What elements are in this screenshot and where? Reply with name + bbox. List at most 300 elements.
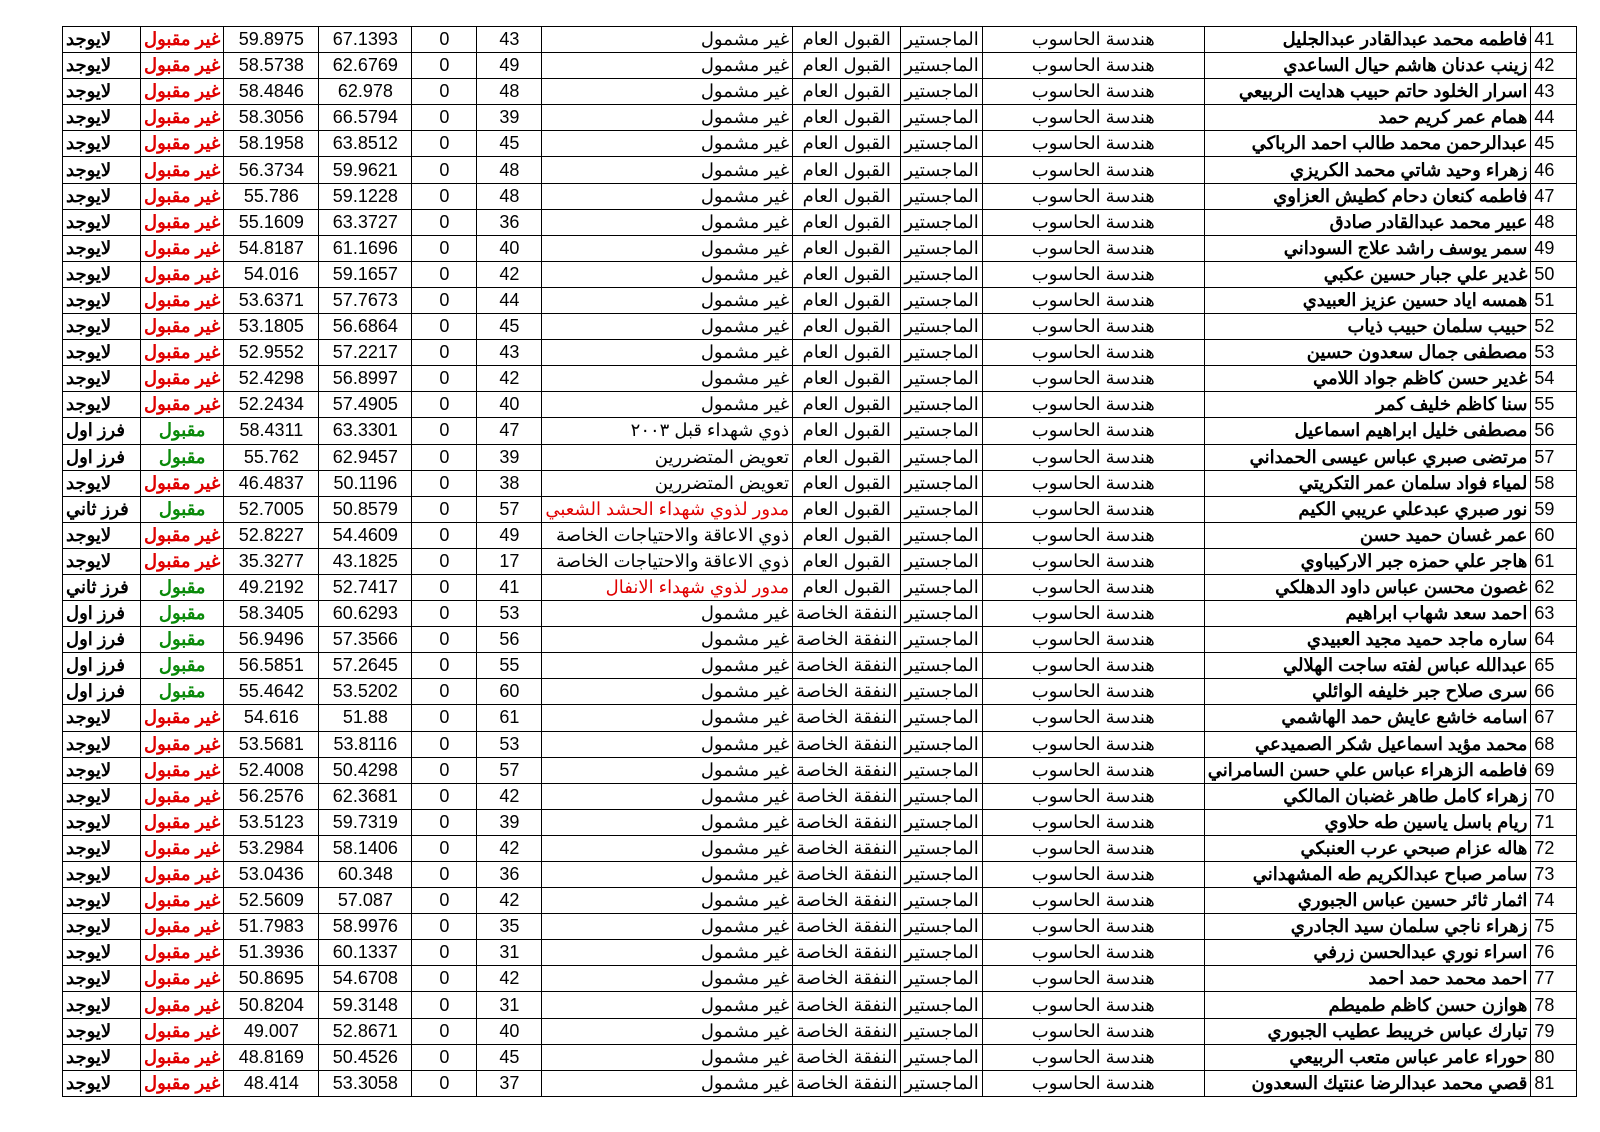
degree-cell: الماجستير [901,235,982,261]
table-row [63,862,1577,888]
exam-score-cell: 57 [477,757,542,783]
degree-cell: الماجستير [901,314,982,340]
degree-cell: الماجستير [901,470,982,496]
status-cell: غير مقبول [141,783,224,809]
student-name-cell: غدير علي جبار حسين عكبي [1204,261,1531,287]
allocation-cell: فرز اول [63,679,141,705]
row-number-cell: 61 [1531,548,1577,574]
student-name-cell: اثمار ثائر حسين عباس الجبوري [1204,888,1531,914]
table-row [63,53,1577,79]
deduction-cell: 0 [412,757,477,783]
total-score-cell: 63.8512 [319,131,412,157]
allocation-cell: لايوجد [63,209,141,235]
department-cell: هندسة الحاسوب [982,757,1204,783]
degree-cell: الماجستير [901,183,982,209]
allocation-cell: لايوجد [63,1044,141,1070]
row-number-cell: 42 [1531,53,1577,79]
exam-score-cell: 40 [477,392,542,418]
quota-cell: غير مشمول [542,1044,793,1070]
degree-cell: الماجستير [901,888,982,914]
quota-cell: غير مشمول [542,27,793,53]
quota-cell: غير مشمول [542,131,793,157]
final-average-cell: 54.016 [224,261,319,287]
allocation-cell: لايوجد [63,522,141,548]
status-cell: غير مقبول [141,235,224,261]
final-average-cell: 54.616 [224,705,319,731]
status-cell: مقبول [141,444,224,470]
channel-cell: القبول العام [793,522,901,548]
allocation-cell: فرز اول [63,444,141,470]
student-name-cell: حوراء عامر عباس متعب الربيعي [1204,1044,1531,1070]
department-cell: هندسة الحاسوب [982,157,1204,183]
exam-score-cell: 49 [477,522,542,548]
degree-cell: الماجستير [901,966,982,992]
channel-cell: القبول العام [793,261,901,287]
status-cell: غير مقبول [141,1018,224,1044]
row-number-cell: 71 [1531,809,1577,835]
student-name-cell: زينب عدنان هاشم حيال الساعدي [1204,53,1531,79]
total-score-cell: 59.1657 [319,261,412,287]
table-row [63,470,1577,496]
final-average-cell: 58.3405 [224,601,319,627]
total-score-cell: 59.9621 [319,157,412,183]
department-cell: هندسة الحاسوب [982,940,1204,966]
degree-cell: الماجستير [901,340,982,366]
table-row [63,914,1577,940]
quota-cell: غير مشمول [542,914,793,940]
status-cell: غير مقبول [141,131,224,157]
row-number-cell: 60 [1531,522,1577,548]
final-average-cell: 53.5123 [224,809,319,835]
student-name-cell: نور صبري عبدعلي عريبي الكيم [1204,496,1531,522]
table-row [63,940,1577,966]
deduction-cell: 0 [412,287,477,313]
degree-cell: الماجستير [901,366,982,392]
table-row [63,366,1577,392]
status-cell: غير مقبول [141,287,224,313]
quota-cell: غير مشمول [542,1070,793,1096]
final-average-cell: 53.1805 [224,314,319,340]
total-score-cell: 50.1196 [319,470,412,496]
quota-cell: ذوي شهداء قبل ٢٠٠٣ [542,418,793,444]
row-number-cell: 75 [1531,914,1577,940]
exam-score-cell: 42 [477,783,542,809]
exam-score-cell: 43 [477,340,542,366]
row-number-cell: 81 [1531,1070,1577,1096]
status-cell: غير مقبول [141,183,224,209]
exam-score-cell: 39 [477,809,542,835]
allocation-cell: لايوجد [63,548,141,574]
channel-cell: القبول العام [793,209,901,235]
degree-cell: الماجستير [901,835,982,861]
quota-cell: غير مشمول [542,862,793,888]
final-average-cell: 50.8204 [224,992,319,1018]
total-score-cell: 60.6293 [319,601,412,627]
table-row [63,157,1577,183]
quota-cell: غير مشمول [542,183,793,209]
allocation-cell: فرز اول [63,601,141,627]
row-number-cell: 41 [1531,27,1577,53]
deduction-cell: 0 [412,105,477,131]
department-cell: هندسة الحاسوب [982,966,1204,992]
quota-cell: غير مشمول [542,105,793,131]
final-average-cell: 55.786 [224,183,319,209]
department-cell: هندسة الحاسوب [982,287,1204,313]
channel-cell: القبول العام [793,444,901,470]
status-cell: غير مقبول [141,1070,224,1096]
status-cell: مقبول [141,601,224,627]
department-cell: هندسة الحاسوب [982,1070,1204,1096]
channel-cell: القبول العام [793,27,901,53]
table-row [63,183,1577,209]
total-score-cell: 54.6708 [319,966,412,992]
allocation-cell: لايوجد [63,314,141,340]
department-cell: هندسة الحاسوب [982,444,1204,470]
deduction-cell: 0 [412,366,477,392]
student-name-cell: فاطمه كنعان دحام كطيش العزاوي [1204,183,1531,209]
quota-cell: غير مشمول [542,157,793,183]
row-number-cell: 76 [1531,940,1577,966]
quota-cell: غير مشمول [542,809,793,835]
row-number-cell: 55 [1531,392,1577,418]
exam-score-cell: 60 [477,679,542,705]
student-name-cell: اسرار الخلود حاتم حبيب هدايت الربيعي [1204,79,1531,105]
department-cell: هندسة الحاسوب [982,496,1204,522]
exam-score-cell: 48 [477,183,542,209]
department-cell: هندسة الحاسوب [982,522,1204,548]
exam-score-cell: 38 [477,470,542,496]
student-name-cell: احمد سعد شهاب ابراهيم [1204,601,1531,627]
row-number-cell: 52 [1531,314,1577,340]
allocation-cell: لايوجد [63,940,141,966]
final-average-cell: 55.762 [224,444,319,470]
final-average-cell: 59.8975 [224,27,319,53]
degree-cell: الماجستير [901,444,982,470]
student-name-cell: قصي محمد عبدالرضا عنتيك السعدون [1204,1070,1531,1096]
table-row [63,679,1577,705]
channel-cell: القبول العام [793,157,901,183]
degree-cell: الماجستير [901,131,982,157]
department-cell: هندسة الحاسوب [982,574,1204,600]
exam-score-cell: 49 [477,53,542,79]
degree-cell: الماجستير [901,418,982,444]
department-cell: هندسة الحاسوب [982,914,1204,940]
channel-cell: النفقة الخاصة [793,992,901,1018]
channel-cell: القبول العام [793,418,901,444]
allocation-cell: لايوجد [63,888,141,914]
row-number-cell: 64 [1531,627,1577,653]
status-cell: مقبول [141,574,224,600]
deduction-cell: 0 [412,940,477,966]
degree-cell: الماجستير [901,914,982,940]
deduction-cell: 0 [412,1044,477,1070]
allocation-cell: لايوجد [63,131,141,157]
channel-cell: القبول العام [793,574,901,600]
department-cell: هندسة الحاسوب [982,809,1204,835]
deduction-cell: 0 [412,53,477,79]
total-score-cell: 67.1393 [319,27,412,53]
row-number-cell: 68 [1531,731,1577,757]
final-average-cell: 50.8695 [224,966,319,992]
status-cell: غير مقبول [141,888,224,914]
quota-cell: غير مشمول [542,392,793,418]
row-number-cell: 65 [1531,653,1577,679]
final-average-cell: 56.3734 [224,157,319,183]
allocation-cell: فرز اول [63,653,141,679]
channel-cell: النفقة الخاصة [793,627,901,653]
quota-cell: غير مشمول [542,653,793,679]
row-number-cell: 43 [1531,79,1577,105]
row-number-cell: 62 [1531,574,1577,600]
channel-cell: النفقة الخاصة [793,679,901,705]
degree-cell: الماجستير [901,548,982,574]
final-average-cell: 52.4298 [224,366,319,392]
department-cell: هندسة الحاسوب [982,131,1204,157]
exam-score-cell: 40 [477,1018,542,1044]
deduction-cell: 0 [412,79,477,105]
status-cell: غير مقبول [141,1044,224,1070]
total-score-cell: 58.9976 [319,914,412,940]
table-row [63,522,1577,548]
student-name-cell: عمر غسان حميد حسن [1204,522,1531,548]
degree-cell: الماجستير [901,731,982,757]
status-cell: مقبول [141,496,224,522]
final-average-cell: 49.2192 [224,574,319,600]
deduction-cell: 0 [412,418,477,444]
total-score-cell: 57.2645 [319,653,412,679]
final-average-cell: 48.8169 [224,1044,319,1070]
student-name-cell: هاجر علي حمزه جبر الاركيباوي [1204,548,1531,574]
final-average-cell: 58.4846 [224,79,319,105]
exam-score-cell: 37 [477,1070,542,1096]
department-cell: هندسة الحاسوب [982,183,1204,209]
deduction-cell: 0 [412,392,477,418]
quota-cell: غير مشمول [542,940,793,966]
quota-cell: غير مشمول [542,966,793,992]
channel-cell: القبول العام [793,235,901,261]
status-cell: غير مقبول [141,731,224,757]
table-row [63,314,1577,340]
status-cell: غير مقبول [141,79,224,105]
deduction-cell: 0 [412,731,477,757]
table-row [63,783,1577,809]
total-score-cell: 61.1696 [319,235,412,261]
total-score-cell: 54.4609 [319,522,412,548]
allocation-cell: لايوجد [63,287,141,313]
status-cell: غير مقبول [141,940,224,966]
quota-cell: تعويض المتضررين [542,470,793,496]
degree-cell: الماجستير [901,392,982,418]
department-cell: هندسة الحاسوب [982,992,1204,1018]
student-name-cell: اسراء نوري عبدالحسن زرفي [1204,940,1531,966]
total-score-cell: 53.8116 [319,731,412,757]
row-number-cell: 77 [1531,966,1577,992]
degree-cell: الماجستير [901,53,982,79]
degree-cell: الماجستير [901,1070,982,1096]
row-number-cell: 72 [1531,835,1577,861]
department-cell: هندسة الحاسوب [982,366,1204,392]
department-cell: هندسة الحاسوب [982,862,1204,888]
degree-cell: الماجستير [901,496,982,522]
status-cell: غير مقبول [141,53,224,79]
quota-cell: مدور لذوي شهداء الانفال [542,574,793,600]
allocation-cell: فرز اول [63,627,141,653]
total-score-cell: 58.1406 [319,835,412,861]
status-cell: غير مقبول [141,470,224,496]
row-number-cell: 50 [1531,261,1577,287]
deduction-cell: 0 [412,27,477,53]
deduction-cell: 0 [412,809,477,835]
channel-cell: النفقة الخاصة [793,783,901,809]
status-cell: غير مقبول [141,548,224,574]
channel-cell: القبول العام [793,548,901,574]
exam-score-cell: 48 [477,79,542,105]
row-number-cell: 54 [1531,366,1577,392]
allocation-cell: لايوجد [63,992,141,1018]
student-name-cell: ساره ماجد حميد مجيد العبيدي [1204,627,1531,653]
deduction-cell: 0 [412,1018,477,1044]
row-number-cell: 67 [1531,705,1577,731]
exam-score-cell: 40 [477,235,542,261]
total-score-cell: 63.3727 [319,209,412,235]
degree-cell: الماجستير [901,105,982,131]
department-cell: هندسة الحاسوب [982,340,1204,366]
deduction-cell: 0 [412,209,477,235]
degree-cell: الماجستير [901,809,982,835]
student-name-cell: مرتضى صبري عباس عيسى الحمداني [1204,444,1531,470]
table-row [63,731,1577,757]
final-average-cell: 53.2984 [224,835,319,861]
table-row [63,418,1577,444]
deduction-cell: 0 [412,496,477,522]
deduction-cell: 0 [412,862,477,888]
department-cell: هندسة الحاسوب [982,261,1204,287]
exam-score-cell: 43 [477,27,542,53]
total-score-cell: 50.8579 [319,496,412,522]
table-row [63,79,1577,105]
deduction-cell: 0 [412,157,477,183]
table-row [63,757,1577,783]
exam-score-cell: 57 [477,496,542,522]
student-name-cell: سنا كاظم خليف كمر [1204,392,1531,418]
student-name-cell: هوازن حسن كاظم طميطم [1204,992,1531,1018]
channel-cell: النفقة الخاصة [793,705,901,731]
exam-score-cell: 39 [477,444,542,470]
status-cell: مقبول [141,653,224,679]
exam-score-cell: 48 [477,157,542,183]
quota-cell: غير مشمول [542,366,793,392]
department-cell: هندسة الحاسوب [982,418,1204,444]
row-number-cell: 56 [1531,418,1577,444]
department-cell: هندسة الحاسوب [982,601,1204,627]
department-cell: هندسة الحاسوب [982,835,1204,861]
degree-cell: الماجستير [901,522,982,548]
total-score-cell: 50.4298 [319,757,412,783]
quota-cell: غير مشمول [542,601,793,627]
student-name-cell: مصطفى خليل ابراهيم اسماعيل [1204,418,1531,444]
status-cell: مقبول [141,627,224,653]
total-score-cell: 62.6769 [319,53,412,79]
channel-cell: القبول العام [793,131,901,157]
department-cell: هندسة الحاسوب [982,314,1204,340]
final-average-cell: 55.4642 [224,679,319,705]
exam-score-cell: 53 [477,601,542,627]
final-average-cell: 52.4008 [224,757,319,783]
quota-cell: غير مشمول [542,679,793,705]
table-row [63,209,1577,235]
degree-cell: الماجستير [901,157,982,183]
student-name-cell: فاطمه الزهراء عباس علي حسن السامراني [1204,757,1531,783]
status-cell: غير مقبول [141,914,224,940]
allocation-cell: لايوجد [63,1018,141,1044]
quota-cell: غير مشمول [542,705,793,731]
deduction-cell: 0 [412,314,477,340]
row-number-cell: 47 [1531,183,1577,209]
final-average-cell: 48.414 [224,1070,319,1096]
degree-cell: الماجستير [901,627,982,653]
channel-cell: القبول العام [793,287,901,313]
table-row [63,287,1577,313]
student-name-cell: ريام باسل ياسين طه حلاوي [1204,809,1531,835]
department-cell: هندسة الحاسوب [982,470,1204,496]
table-row [63,1044,1577,1070]
total-score-cell: 50.4526 [319,1044,412,1070]
table-row [63,548,1577,574]
quota-cell: غير مشمول [542,992,793,1018]
row-number-cell: 57 [1531,444,1577,470]
student-name-cell: حبيب سلمان حبيب ذياب [1204,314,1531,340]
status-cell: غير مقبول [141,27,224,53]
status-cell: غير مقبول [141,705,224,731]
final-average-cell: 35.3277 [224,548,319,574]
status-cell: غير مقبول [141,392,224,418]
exam-score-cell: 53 [477,731,542,757]
allocation-cell: لايوجد [63,27,141,53]
exam-score-cell: 61 [477,705,542,731]
degree-cell: الماجستير [901,287,982,313]
table-row [63,131,1577,157]
status-cell: غير مقبول [141,862,224,888]
quota-cell: غير مشمول [542,314,793,340]
channel-cell: القبول العام [793,79,901,105]
degree-cell: الماجستير [901,574,982,600]
total-score-cell: 52.7417 [319,574,412,600]
row-number-cell: 74 [1531,888,1577,914]
exam-score-cell: 31 [477,992,542,1018]
quota-cell: غير مشمول [542,757,793,783]
student-name-cell: احمد محمد حمد احمد [1204,966,1531,992]
allocation-cell: لايوجد [63,470,141,496]
deduction-cell: 0 [412,444,477,470]
department-cell: هندسة الحاسوب [982,1044,1204,1070]
total-score-cell: 57.087 [319,888,412,914]
allocation-cell: لايوجد [63,79,141,105]
exam-score-cell: 56 [477,627,542,653]
allocation-cell: لايوجد [63,183,141,209]
status-cell: غير مقبول [141,340,224,366]
row-number-cell: 80 [1531,1044,1577,1070]
deduction-cell: 0 [412,966,477,992]
table-row [63,27,1577,53]
row-number-cell: 70 [1531,783,1577,809]
total-score-cell: 59.1228 [319,183,412,209]
department-cell: هندسة الحاسوب [982,783,1204,809]
quota-cell: غير مشمول [542,79,793,105]
channel-cell: النفقة الخاصة [793,757,901,783]
department-cell: هندسة الحاسوب [982,731,1204,757]
channel-cell: النفقة الخاصة [793,914,901,940]
status-cell: غير مقبول [141,261,224,287]
